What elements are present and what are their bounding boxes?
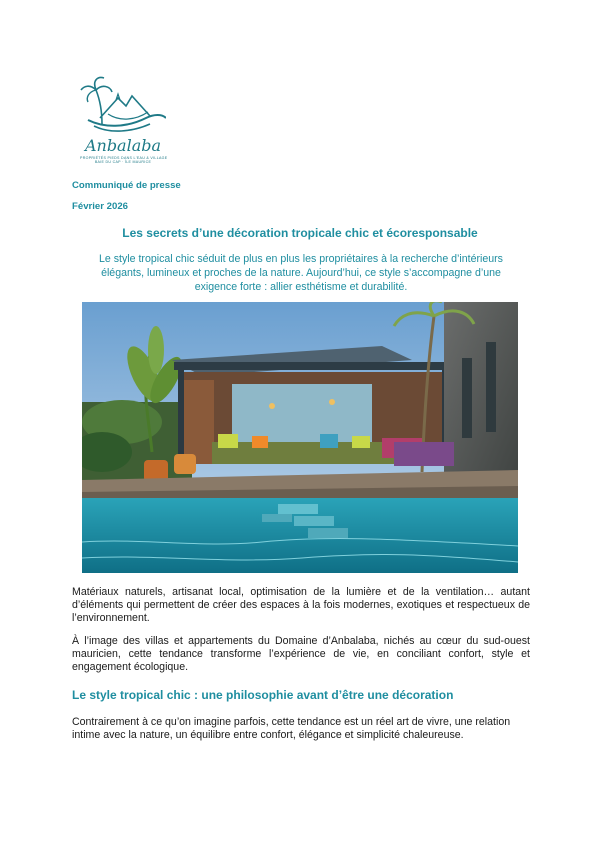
- section-heading: Le style tropical chic : une philosophie avant d’être une décoration: [72, 688, 454, 702]
- intro-paragraph: Le style tropical chic séduit de plus en plus les propriétaires à la recherche d’intérieurs élégants, lumineux et proches de la nature. Aujourd’hui, ce style s’accompagne d’une exigence forte : allier esthétisme et durabilité.: [99, 253, 503, 293]
- palm-mountain-wave-icon: [80, 74, 166, 136]
- body-paragraph-2: À l’image des villas et appartements du Domaine d’Anbalaba, nichés au cœur du sud-ouest mauricien, cette tendance transforme l’expérience de vie, en conciliant confort, style et engagement écologique.: [72, 635, 530, 674]
- press-release-label: Communiqué de presse: [72, 180, 181, 191]
- page-title: Les secrets d’une décoration tropicale chic et écoresponsable: [122, 226, 478, 240]
- villa-pool-photo: [82, 302, 518, 573]
- body-paragraph-1: Matériaux naturels, artisanat local, optimisation de la lumière et de la ventilation… autant d’éléments qui permettent de créer des espaces à la fois modernes, exotiques et respectueux de l’environnement.: [72, 586, 530, 625]
- logo-location: BAIE DU CAP · ÎLE MAURICE: [94, 160, 152, 164]
- release-date: Février 2026: [72, 201, 129, 212]
- anbalaba-logo: [80, 74, 170, 166]
- body-paragraph-3: Contrairement à ce qu’on imagine parfois, cette tendance est un réel art de vivre, une relation intime avec la nature, un équilibre entre confort, élégance et simplicité chaleureuse.: [72, 716, 511, 742]
- logo-tagline: PROPRIÉTÉS PIEDS DANS L'EAU & VILLAGE: [80, 156, 168, 160]
- logo-wordmark: Anbalaba: [84, 136, 162, 155]
